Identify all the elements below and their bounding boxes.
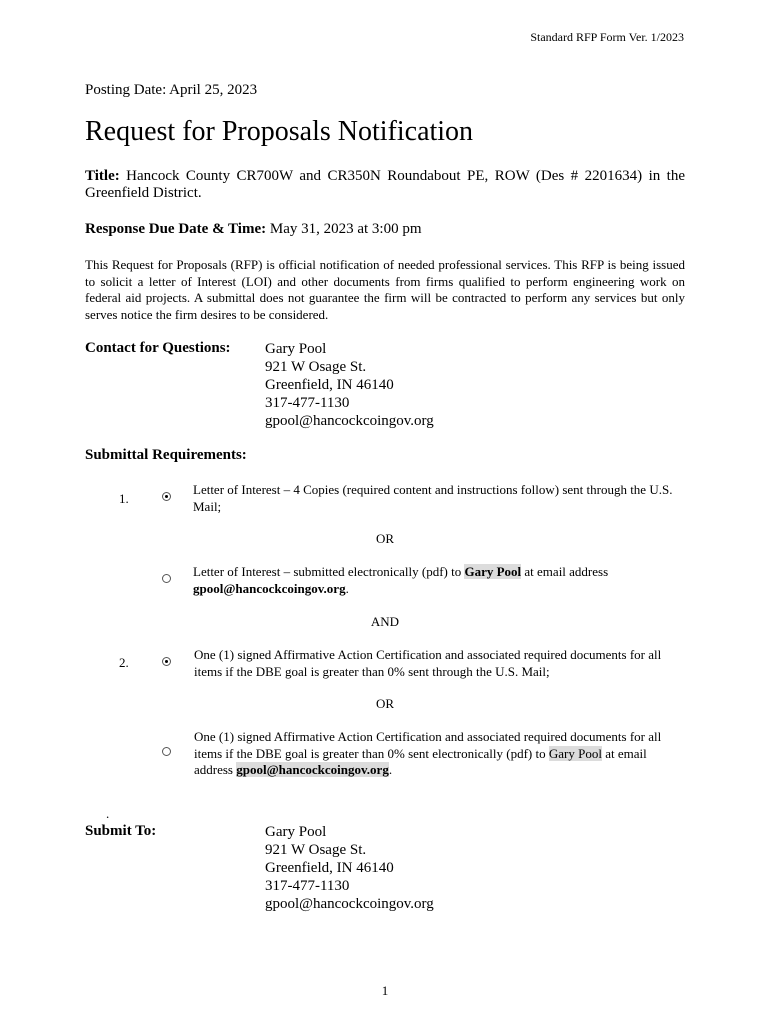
opt1b-name: Gary Pool (464, 564, 522, 579)
contact-email: gpool@hancockcoingov.org (265, 413, 434, 429)
option-2b-text (194, 729, 672, 779)
opt2b-mid: at email address (194, 745, 647, 777)
submit-to-address (265, 823, 434, 913)
contact-city: Greenfield, IN 46140 (265, 377, 394, 393)
opt1b-mid: at email address (521, 564, 609, 579)
or-separator-1: OR (375, 531, 395, 546)
due-value: May 31, 2023 at 3:00 pm (269, 221, 422, 237)
form-version-header: Standard RFP Form Ver. 1/2023 (530, 30, 684, 44)
submittal-requirements-label: Submittal Requirements: (85, 447, 247, 463)
option-1b-text (193, 564, 663, 597)
contact-phone: 317-477-1130 (265, 395, 350, 411)
submit-city: Greenfield, IN 46140 (265, 860, 394, 876)
contact-street: 921 W Osage St. (265, 359, 367, 375)
item-1-number: 1. (119, 491, 129, 506)
contact-label: Contact for Questions: (85, 340, 231, 356)
opt2b-email: gpool@hancockcoingov.org (236, 762, 389, 777)
intro-paragraph: This Request for Proposals (RFP) is official notification of needed professional services. This RFP is being issued to solicit a letter of Interest (LOI) and other documents from firms qualified to perform engineering work on federal aid projects. A submittal does not guarantee the firm will be contracted to perform any services but only serves notice the firm desires to be considered. (85, 257, 685, 322)
and-separator: AND (370, 614, 400, 629)
page-number: 1 (381, 983, 389, 998)
submit-email: gpool@hancockcoingov.org (265, 896, 434, 912)
title-label: Title: (85, 168, 120, 184)
option-2b-radio[interactable] (162, 747, 171, 756)
option-1a-text: Letter of Interest – 4 Copies (required content and instructions follow) sent through the U.S. Mail; (193, 482, 673, 514)
opt2b-prefix: One (1) signed Affirmative Action Certification and associated required documents for all items if the DBE goal is greater than 0% sent electronically (pdf) to (194, 729, 662, 761)
opt2b-end: . (388, 762, 393, 777)
submit-to-label: Submit To: (85, 823, 157, 839)
option-1b-radio[interactable] (162, 574, 171, 583)
submit-phone: 317-477-1130 (265, 878, 350, 894)
title-value: Hancock County CR700W and CR350N Roundabout PE, ROW (Des # 2201634) in the Greenfield District. (85, 168, 686, 201)
opt1b-email: gpool@hancockcoingov.org (193, 580, 346, 596)
option-1a-radio[interactable] (162, 492, 171, 501)
option-2a-radio[interactable] (162, 657, 171, 666)
stray-mark: . (106, 806, 110, 821)
submit-street: 921 W Osage St. (265, 842, 367, 858)
contact-name: Gary Pool (265, 341, 327, 357)
rfp-title (85, 168, 685, 202)
page-title: Request for Proposals Notification (85, 116, 474, 147)
radio-dot (165, 660, 168, 663)
option-2a-text: One (1) signed Affirmative Action Certification and associated required documents for all items if the DBE goal is greater than 0% sent through the U.S. Mail; (194, 647, 662, 679)
due-label: Response Due Date & Time: (85, 221, 267, 237)
opt2b-name: Gary Pool (548, 745, 602, 761)
contact-address (265, 340, 434, 430)
opt1b-end: . (345, 580, 349, 596)
submit-name: Gary Pool (265, 824, 327, 840)
or-separator-2: OR (375, 696, 395, 711)
opt1b-prefix: Letter of Interest – submitted electronically (pdf) to (193, 564, 465, 579)
posting-date: Posting Date: April 25, 2023 (85, 82, 258, 98)
radio-dot (165, 495, 168, 498)
response-due (85, 221, 422, 238)
item-2-number: 2. (119, 655, 129, 670)
